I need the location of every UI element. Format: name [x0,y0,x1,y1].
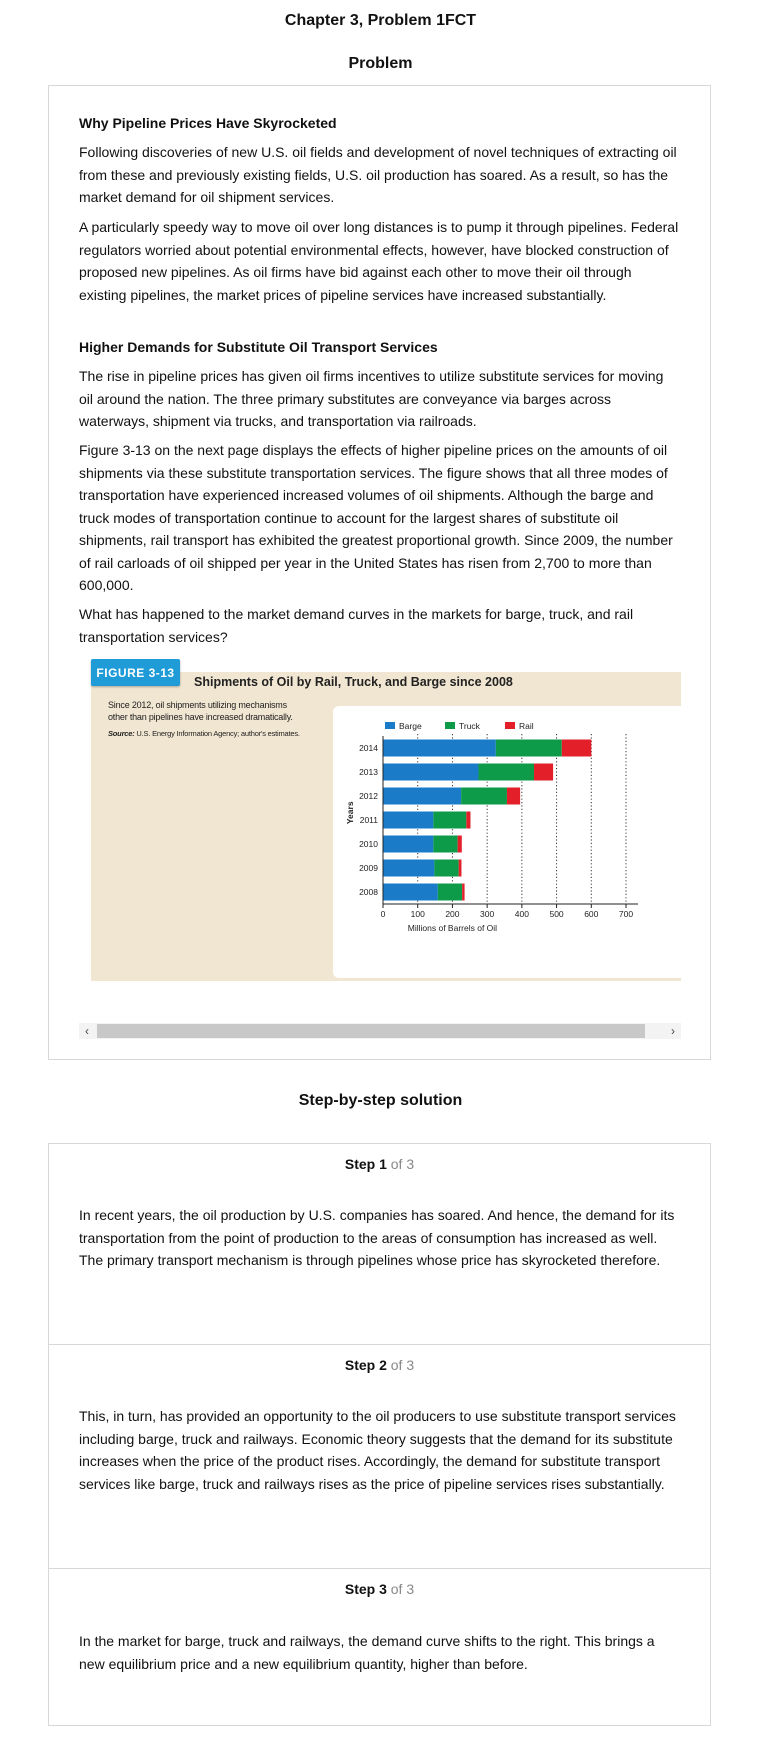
step-2-header [49,1357,710,1373]
step-count: of 3 [390,1581,415,1597]
bar-rail [562,740,592,757]
step-count: of 3 [390,1156,415,1172]
y-tick-label: 2012 [359,791,378,801]
bar-rail [459,860,462,877]
bar-barge [383,884,438,901]
bar-rail [462,884,464,901]
step-3-header [49,1581,710,1597]
scroll-left-icon[interactable]: ‹ [85,1024,89,1038]
x-tick-label: 300 [480,909,495,919]
step-label: Step 1 [344,1156,387,1172]
figure-title: Shipments of Oil by Rail, Truck, and Barge since 2008 [194,675,513,689]
y-tick-label: 2013 [359,767,378,777]
bar-rail [534,764,553,781]
scroll-right-icon[interactable]: › [671,1024,675,1038]
paragraph-3: The rise in pipeline prices has given oil firms incentives to utilize substitute services for moving oil around the nation. The three primary substitutes are conveyance via barges across waterways, shipment via trucks, and transportation via railroads. [79,368,664,429]
step-3-text: In the market for barge, truck and railways, the demand curve shifts to the right. This brings a new equilibrium price and a new equilibrium quantity, higher than before. [79,1633,655,1672]
bar-truck [433,812,466,829]
x-axis-label: Millions of Barrels of Oil [407,923,498,933]
legend-label: Truck [459,721,480,731]
step-1-header [49,1156,710,1172]
heading-pipeline-prices: Why Pipeline Prices Have Skyrocketed [79,115,337,131]
y-tick-label: 2014 [359,743,378,753]
step-3-box [48,1568,711,1726]
heading-substitute-services: Higher Demands for Substitute Oil Transport Services [79,339,438,355]
bar-barge [383,836,433,853]
source-text: U.S. Energy Information Agency; author's estimates. [136,729,300,738]
y-tick-label: 2011 [359,815,378,825]
legend-label: Rail [519,721,534,731]
x-tick-label: 600 [584,909,599,919]
figure-source [108,729,300,738]
solution-section-title: Step-by-step solution [298,1092,463,1109]
chart-panel [333,706,681,978]
legend-swatch [385,722,395,729]
bar-barge [383,764,478,781]
source-label: Source: [108,729,135,738]
x-tick-label: 0 [380,909,386,919]
x-tick-label: 500 [549,909,564,919]
scrollbar-thumb[interactable] [97,1024,645,1038]
bar-truck [438,884,462,901]
figure-caption: Since 2012, oil shipments utilizing mechanisms other than pipelines have increased dramatically. [108,700,293,722]
bar-truck [478,764,534,781]
y-tick-label: 2009 [359,863,378,873]
step-2-text: This, in turn, has provided an opportunity to the oil producers to use substitute transport services including barge, truck and railways. Economic theory suggests that the demand for its substitute increases when the price of the product rises. Accordingly, the demand for substitute transport services like barge, truck and railways rises as the price of pipeline services rises substantially. [79,1408,676,1492]
bar-barge [383,860,434,877]
y-tick-label: 2008 [359,887,378,897]
figure-3-13 [79,659,681,981]
stacked-bar-chart [333,706,681,978]
x-tick-label: 200 [445,909,460,919]
horizontal-scrollbar[interactable] [79,1023,681,1039]
step-1-text: In recent years, the oil production by U.S. companies has soared. And hence, the demand for its transportation from the point of production to the areas of consumption has increased as well. The primary transport mechanism is through pipelines whose price has skyrocketed therefore. [79,1207,675,1268]
legend-label: Barge [399,721,422,731]
step-2-box [48,1344,711,1569]
bar-rail [466,812,470,829]
step-count: of 3 [390,1357,415,1373]
bar-truck [433,836,457,853]
step-label: Step 2 [344,1357,387,1373]
x-tick-label: 100 [410,909,425,919]
step-1-box [48,1143,711,1345]
figure-label: FIGURE 3-13 [91,659,180,686]
x-tick-label: 700 [618,909,634,919]
problem-box [48,85,711,1060]
question-text: What has happened to the market demand curves in the markets for barge, truck, and rail transportation services? [79,606,634,645]
x-tick-label: 400 [514,909,529,919]
bar-barge [383,812,433,829]
bar-barge [383,740,496,757]
legend-swatch [445,722,455,729]
bar-truck [496,740,562,757]
step-label: Step 3 [344,1581,387,1597]
bar-barge [383,788,461,805]
bar-rail [458,836,462,853]
paragraph-1: Following discoveries of new U.S. oil fields and development of novel techniques of extracting oil from these and previously existing fields, U.S. oil production has soared. As a result, so has the market demand for oil shipment services. [79,144,677,205]
problem-section-title: Problem [348,55,413,72]
y-tick-label: 2010 [359,839,378,849]
paragraph-2: A particularly speedy way to move oil over long distances is to pump it through pipelines. Federal regulators worried about potential environmental effects, however, have blocked construction of proposed new pipelines. As oil firms have bid against each other to move their oil through existing pipelines, the market prices of pipeline services have increased substantially. [79,219,679,303]
bar-rail [507,788,520,805]
legend-swatch [505,722,515,729]
page-title: Chapter 3, Problem 1FCT [284,12,477,29]
y-axis-label: Years [345,801,355,825]
bar-truck [434,860,458,877]
paragraph-4: Figure 3-13 on the next page displays the effects of higher pipeline prices on the amounts of oil shipments via these substitute transportation services. The figure shows that all three modes of transportation have experienced increased volumes of oil shipments. Although the barge and truck modes of transportation continue to account for the largest shares of substitute oil shipments, rail transport has exhibited the greatest proportional growth. Since 2009, the number of rail carloads of oil shipped per year in the United States has risen from 2,700 to more than 600,000. [79,442,673,593]
bar-truck [461,788,507,805]
